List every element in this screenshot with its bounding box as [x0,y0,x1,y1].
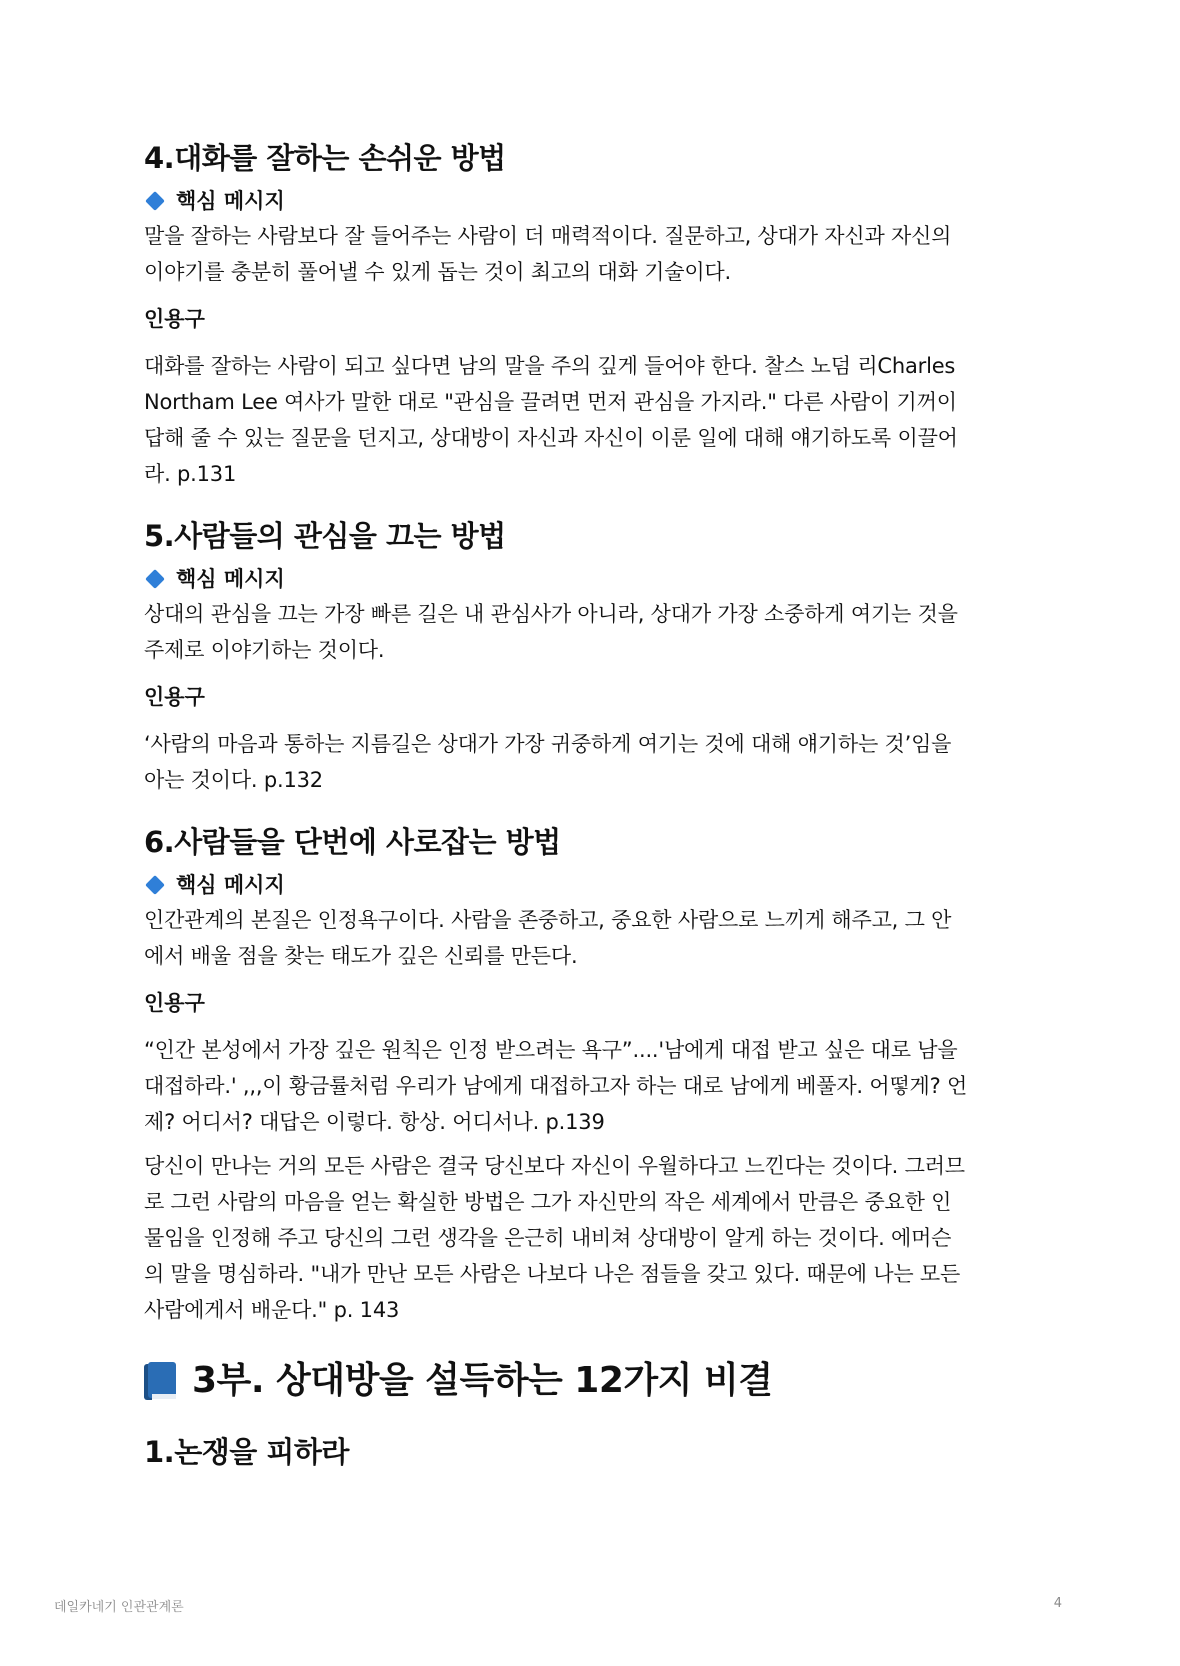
text-line: Northam Lee 여사가 말한 대로 "관심을 끌려면 먼저 관심을 가지라." 다른 사람이 기꺼이 [144,390,957,414]
key-message-heading [144,184,1044,218]
key-message-label: 핵심 메시지 [176,567,285,591]
quote-text [144,348,1044,492]
text-line: “인간 본성에서 가장 깊은 원칙은 인정 받으려는 욕구”....'남에게 대접 받고 싶은 대로 남을 [144,1038,958,1062]
blue-diamond-icon [145,191,165,211]
key-message-text [144,218,1044,290]
text-line: 에서 배울 점을 찾는 태도가 깊은 신뢰를 만든다. [144,944,578,968]
blue-diamond-icon [145,569,165,589]
text-line: 말을 잘하는 사람보다 잘 들어주는 사람이 더 매력적이다. 질문하고, 상대가 자신과 자신의 [144,224,952,248]
quote-label: 인용구 [144,685,205,709]
section-title-6: 6.사람들을 단번에 사로잡는 방법 [144,825,561,859]
text-line: 사람에게서 배운다." p. 143 [144,1298,400,1322]
blue-diamond-icon [145,875,165,895]
part-title-text: 3부. 상대방을 설득하는 12가지 비결 [192,1360,773,1401]
quote-text-2 [144,1148,1044,1328]
section-title-part3-1: 1.논쟁을 피하라 [144,1435,349,1469]
text-line: 대접하라.' ,,,이 황금률처럼 우리가 남에게 대접하고자 하는 대로 남에게 베풀자. 어떻게? 언 [144,1074,968,1098]
text-line: 주제로 이야기하는 것이다. [144,638,385,662]
text-line: 답해 줄 수 있는 질문을 던지고, 상대방이 자신과 자신이 이룬 일에 대해 얘기하도록 이끌어 [144,426,958,450]
footer-book-title: 데일카네기 인관관계론 [54,1600,184,1615]
text-line: 대화를 잘하는 사람이 되고 싶다면 남의 말을 주의 깊게 들어야 한다. 찰스 노덤 리Charles [144,354,956,378]
section-title-5: 5.사람들의 관심을 끄는 방법 [144,519,506,553]
text-line: 당신이 만나는 거의 모든 사람은 결국 당신보다 자신이 우월하다고 느낀다는 것이다. 그러므 [144,1154,965,1178]
key-message-text [144,596,1044,668]
quote-text [144,1032,1044,1140]
quote-label: 인용구 [144,991,205,1015]
text-line: 로 그런 사람의 마음을 얻는 확실한 방법은 그가 자신만의 작은 세계에서 만큼은 중요한 인 [144,1190,952,1214]
text-line: 인간관계의 본질은 인정욕구이다. 사람을 존중하고, 중요한 사람으로 느끼게 해주고, 그 안 [144,908,952,932]
key-message-heading [144,868,1044,902]
quote-text [144,726,1044,798]
text-line: 이야기를 충분히 풀어낼 수 있게 돕는 것이 최고의 대화 기술이다. [144,260,731,284]
key-message-label: 핵심 메시지 [176,189,285,213]
key-message-heading [144,562,1044,596]
text-line: 물임을 인정해 주고 당신의 그런 생각을 은근히 내비쳐 상대방이 알게 하는 것이다. 에머슨 [144,1226,952,1250]
text-line: 상대의 관심을 끄는 가장 빠른 길은 내 관심사가 아니라, 상대가 가장 소중하게 여기는 것을 [144,602,958,626]
key-message-label: 핵심 메시지 [176,873,285,897]
text-line: 제? 어디서? 대답은 이렇다. 항상. 어디서나. p.139 [144,1110,605,1134]
blue-book-icon [144,1362,178,1400]
text-line: ‘사람의 마음과 통하는 지름길은 상대가 가장 귀중하게 여기는 것에 대해 얘기하는 것’임을 [144,732,952,756]
text-line: 라. p.131 [144,462,237,486]
text-line: 의 말을 명심하라. "내가 만난 모든 사람은 나보다 나은 점들을 갖고 있다. 때문에 나는 모든 [144,1262,961,1286]
part-title [144,1354,1044,1408]
text-line: 아는 것이다. p.132 [144,768,323,792]
key-message-text [144,902,1044,974]
quote-label: 인용구 [144,307,205,331]
section-title-4: 4.대화를 잘하는 손쉬운 방법 [144,141,506,175]
page-number: 4 [1053,1596,1062,1611]
document-page [144,136,1044,1474]
